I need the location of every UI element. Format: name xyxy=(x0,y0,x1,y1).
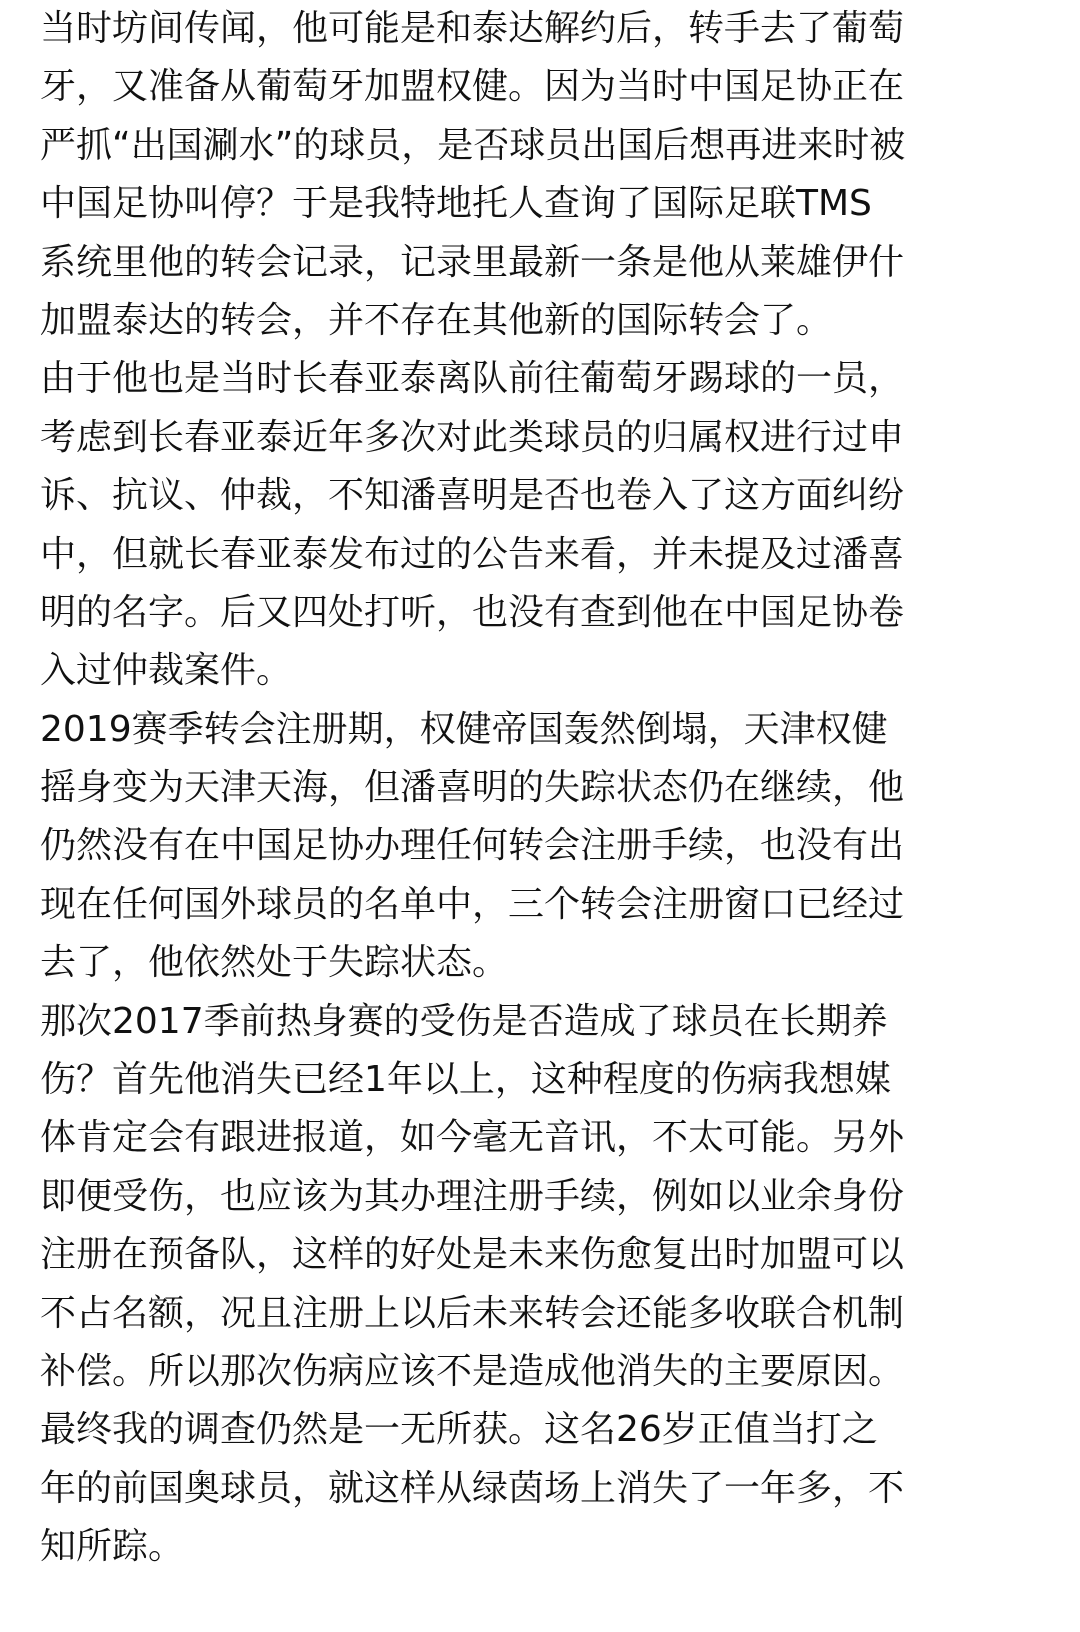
text-line-21: 即便受伤，也应该为其办理注册手续，例如以业余身份 xyxy=(40,1175,905,1217)
text-line-9: 诉、抗议、仲裁，不知潘喜明是否也卷入了这方面纠纷 xyxy=(40,475,905,517)
text-line-15: 仍然没有在中国足协办理任何转会注册手续，也没有出 xyxy=(40,825,905,867)
text-line-24: 补偿。所以那次伤病应该不是造成他消失的主要原因。 xyxy=(40,1350,905,1392)
text-line-10: 中，但就长春亚泰发布过的公告来看，并未提及过潘喜 xyxy=(40,533,905,575)
text-line-23: 不占名额，况且注册上以后未来转会还能多收联合机制 xyxy=(40,1292,905,1334)
text-line-16: 现在任何国外球员的名单中，三个转会注册窗口已经过 xyxy=(40,883,905,925)
text-line-13: 2019赛季转会注册期，权健帝国轰然倒塌，天津权健 xyxy=(40,708,888,750)
text-line-3: 严抓“出国涮水”的球员，是否球员出国后想再进来时被 xyxy=(40,124,906,166)
text-line-26: 年的前国奥球员，就这样从绿茵场上消失了一年多，不 xyxy=(40,1467,905,1509)
text-line-2: 牙，又准备从葡萄牙加盟权健。因为当时中国足协正在 xyxy=(40,66,905,108)
text-line-8: 考虑到长春亚泰近年多次对此类球员的归属权进行过申 xyxy=(40,416,905,458)
text-line-20: 体肯定会有跟进报道，如今毫无音讯，不太可能。另外 xyxy=(40,1117,905,1159)
text-line-18: 那次2017季前热身赛的受伤是否造成了球员在长期养 xyxy=(40,1000,888,1042)
text-line-4: 中国足协叫停？于是我特地托人查询了国际足联TMS xyxy=(40,183,872,225)
text-line-17: 去了，他依然处于失踪状态。 xyxy=(40,942,509,984)
text-line-12: 入过仲裁案件。 xyxy=(40,650,293,692)
text-line-27: 知所踪。 xyxy=(40,1526,185,1568)
text-line-14: 摇身变为天津天海，但潘喜明的失踪状态仍在继续，他 xyxy=(40,767,905,809)
text-line-5: 系统里他的转会记录，记录里最新一条是他从莱雄伊什 xyxy=(40,241,905,283)
text-line-1: 当时坊间传闻，他可能是和泰达解约后，转手去了葡萄 xyxy=(40,8,905,49)
text-line-19: 伤？首先他消失已经1年以上，这种程度的伤病我想媒 xyxy=(40,1059,891,1101)
article-text xyxy=(40,0,1040,1577)
text-line-6: 加盟泰达的转会，并不存在其他新的国际转会了。 xyxy=(40,299,833,341)
text-line-7: 由于他也是当时长春亚泰离队前往葡萄牙踢球的一员， xyxy=(40,358,905,400)
text-line-22: 注册在预备队，这样的好处是未来伤愈复出时加盟可以 xyxy=(40,1234,905,1276)
text-line-11: 明的名字。后又四处打听，也没有查到他在中国足协卷 xyxy=(40,591,905,633)
text-line-25: 最终我的调查仍然是一无所获。这名26岁正值当打之 xyxy=(40,1409,878,1451)
